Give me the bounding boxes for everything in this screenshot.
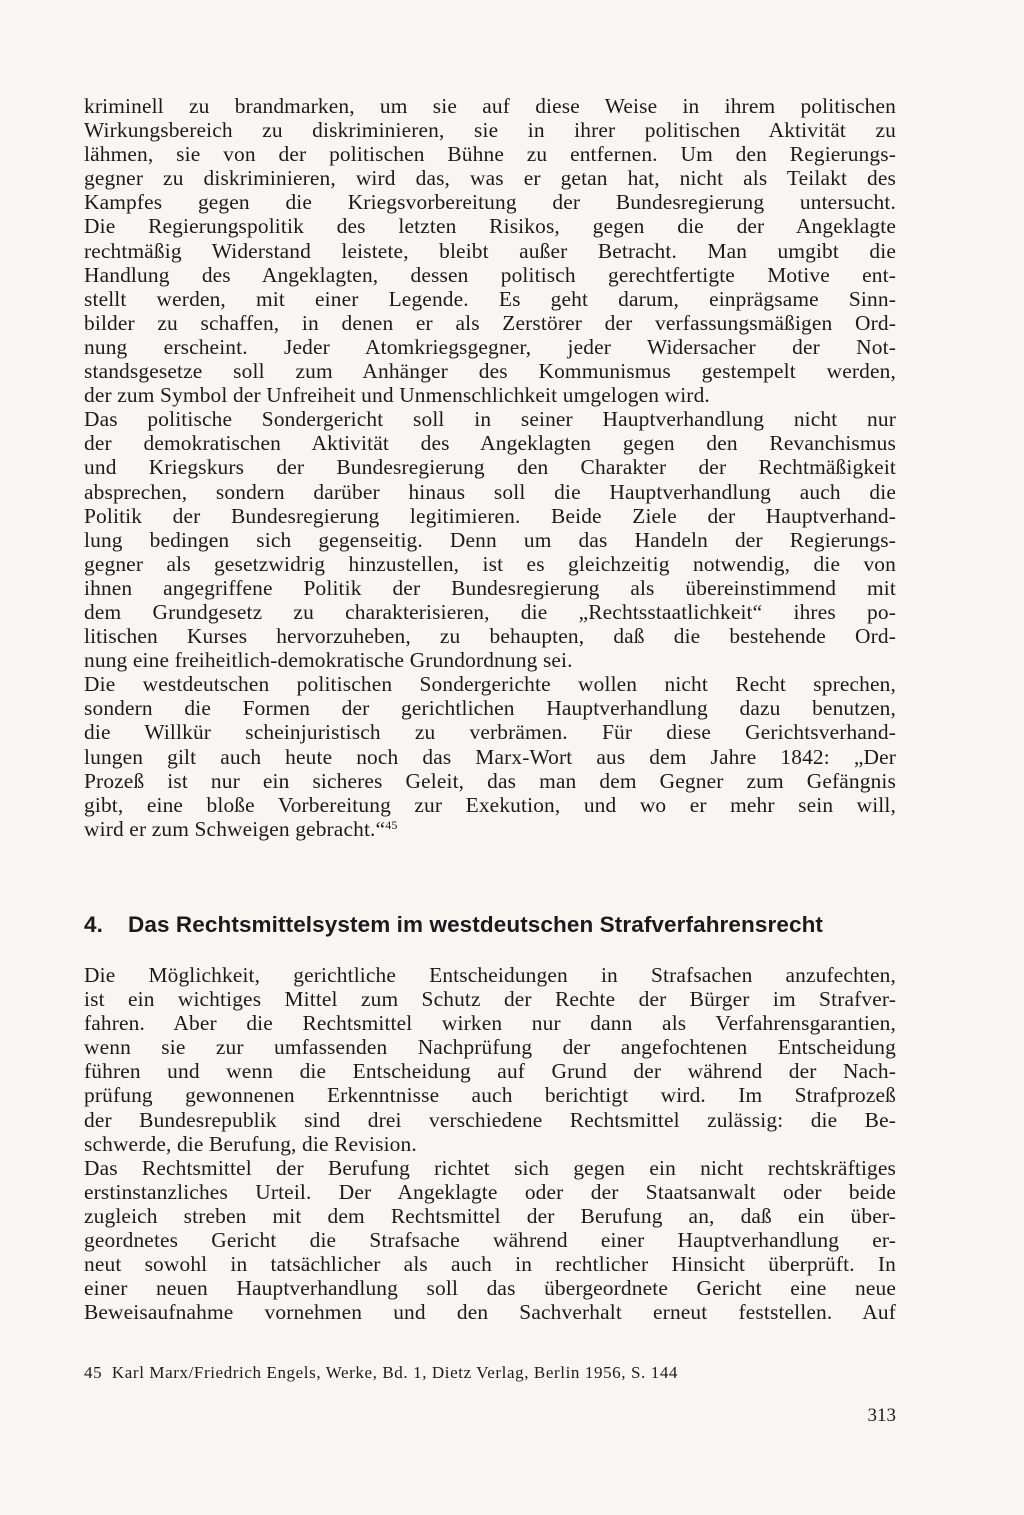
- footnote-text: Karl Marx/Friedrich Engels, Werke, Bd. 1, Dietz Verlag, Berlin 1956, S. 144: [111, 1363, 679, 1382]
- page-number: 313: [867, 1405, 896, 1426]
- text-line: standsgesetze soll zum Anhänger des Kommunismus gestempelt werden,: [84, 359, 896, 384]
- text-line: gibt, eine bloße Vorbereitung zur Exekution, und wo er mehr sein will,: [84, 792, 896, 817]
- text-line: kriminell zu brandmarken, um sie auf diese Weise in ihrem politischen: [84, 94, 896, 118]
- text-line: und Kriegskurs der Bundesregierung den Charakter der Rechtmäßigkeit: [84, 455, 896, 480]
- text-line: sondern die Formen der gerichtlichen Hauptverhandlung dazu benutzen,: [84, 696, 896, 721]
- paragraph-3: [84, 672, 896, 841]
- text-line: geordnetes Gericht die Strafsache während einer Hauptverhandlung er-: [84, 1228, 896, 1253]
- text-line: Politik der Bundesregierung legitimieren. Beide Ziele der Hauptverhand-: [84, 503, 896, 528]
- paragraph-4: [84, 963, 896, 1156]
- text-line: wenn sie zur umfassenden Nachprüfung der angefochtenen Entscheidung: [84, 1035, 896, 1060]
- text-line: bilder zu schaffen, in denen er als Zerstörer der verfassungsmäßigen Ord-: [84, 310, 896, 335]
- text-line: prüfung gewonnenen Erkenntnisse auch berichtigt wird. Im Strafprozeß: [84, 1083, 896, 1108]
- text-line: gegner zu diskriminieren, wird das, was er getan hat, nicht als Teilakt des: [84, 166, 896, 191]
- text-line: ist ein wichtiges Mittel zum Schutz der Rechte der Bürger im Strafver-: [84, 987, 896, 1012]
- text-line: dem Grundgesetz zu charakterisieren, die „Rechtsstaatlichkeit“ ihres po-: [84, 599, 896, 624]
- text-line: ihnen angegriffene Politik der Bundesregierung als übereinstimmend mit: [84, 575, 896, 600]
- section-number: 4.: [84, 912, 103, 937]
- text-line: lung bedingen sich gegenseitig. Denn um das Handeln der Regierungs-: [84, 527, 896, 552]
- paragraph-2: [84, 407, 896, 672]
- section-4-body: [84, 963, 896, 1324]
- text-line: Die westdeutschen politischen Sondergerichte wollen nicht Recht sprechen,: [84, 672, 896, 697]
- text-line: schwerde, die Berufung, die Revision.: [84, 1131, 417, 1156]
- text-line: der Bundesrepublik sind drei verschiedene Rechtsmittel zulässig: die Be-: [84, 1107, 896, 1132]
- footnote-number: 45: [84, 1363, 103, 1382]
- text-line: stellt werden, mit einer Legende. Es geht darum, einprägsame Sinn-: [84, 286, 896, 311]
- footnote-reference[interactable]: 45: [385, 817, 398, 832]
- text-line: führen und wenn die Entscheidung auf Grund der während der Nach-: [84, 1059, 896, 1084]
- text-line: Das politische Sondergericht soll in seiner Hauptverhandlung nicht nur: [84, 407, 896, 432]
- text-line: [84, 817, 896, 841]
- section-1-body: [84, 94, 896, 841]
- text-line: neut sowohl in tatsächlicher als auch in rechtlicher Hinsicht überprüft. In: [84, 1252, 896, 1277]
- text-line: nung eine freiheitlich-demokratische Grundordnung sei.: [84, 648, 573, 673]
- text-line: fahren. Aber die Rechtsmittel wirken nur dann als Verfahrensgarantien,: [84, 1011, 896, 1036]
- text-line: Kampfes gegen die Kriegsvorbereitung der Bundesregierung untersucht.: [84, 190, 896, 215]
- text-line-content: wird er zum Schweigen gebracht.“: [84, 816, 386, 841]
- text-line: Die Möglichkeit, gerichtliche Entscheidungen in Strafsachen anzufechten,: [84, 963, 896, 987]
- section-heading: [84, 910, 896, 940]
- text-line: Das Rechtsmittel der Berufung richtet sich gegen ein nicht rechtskräftiges: [84, 1155, 896, 1180]
- text-line: rechtmäßig Widerstand leistete, bleibt außer Betracht. Man umgibt die: [84, 238, 896, 263]
- paragraph-1: [84, 94, 896, 407]
- section-title: Das Rechtsmittelsystem im westdeutschen Strafverfahrensrecht: [128, 912, 824, 937]
- text-line: der demokratischen Aktivität des Angeklagten gegen den Revanchismus: [84, 431, 896, 456]
- text-line: absprechen, sondern darüber hinaus soll die Hauptverhandlung auch die: [84, 479, 896, 504]
- text-line: erstinstanzliches Urteil. Der Angeklagte oder der Staatsanwalt oder beide: [84, 1179, 896, 1204]
- text-line: litischen Kurses hervorzuheben, zu behaupten, daß die bestehende Ord-: [84, 624, 896, 649]
- text-line: zugleich streben mit dem Rechtsmittel der Berufung an, daß ein über-: [84, 1203, 896, 1228]
- text-line: Handlung des Angeklagten, dessen politisch gerechtfertigte Motive ent-: [84, 262, 896, 287]
- footnote: [84, 1362, 844, 1384]
- text-line: lungen gilt auch heute noch das Marx-Wort aus dem Jahre 1842: „Der: [84, 744, 896, 769]
- text-line: Wirkungsbereich zu diskriminieren, sie in ihrer politischen Aktivität zu: [84, 118, 896, 143]
- text-line: Prozeß ist nur ein sicheres Geleit, das man dem Gegner zum Gefängnis: [84, 768, 896, 793]
- text-line: einer neuen Hauptverhandlung soll das übergeordnete Gericht eine neue: [84, 1276, 896, 1301]
- paragraph-5: [84, 1156, 896, 1325]
- text-line: lähmen, sie von der politischen Bühne zu entfernen. Um den Regierungs-: [84, 142, 896, 167]
- text-line: gegner als gesetzwidrig hinzustellen, ist es gleichzeitig notwendig, die von: [84, 551, 896, 576]
- text-line: Beweisaufnahme vornehmen und den Sachverhalt erneut feststellen. Auf: [84, 1300, 896, 1325]
- text-line: Die Regierungspolitik des letzten Risikos, gegen die der Angeklagte: [84, 214, 896, 239]
- text-line: nung erscheint. Jeder Atomkriegsgegner, jeder Widersacher der Not-: [84, 334, 896, 359]
- text-line: der zum Symbol der Unfreiheit und Unmenschlichkeit umgelogen wird.: [84, 383, 710, 408]
- text-line: die Willkür scheinjuristisch zu verbrämen. Für diese Gerichtsverhand-: [84, 720, 896, 745]
